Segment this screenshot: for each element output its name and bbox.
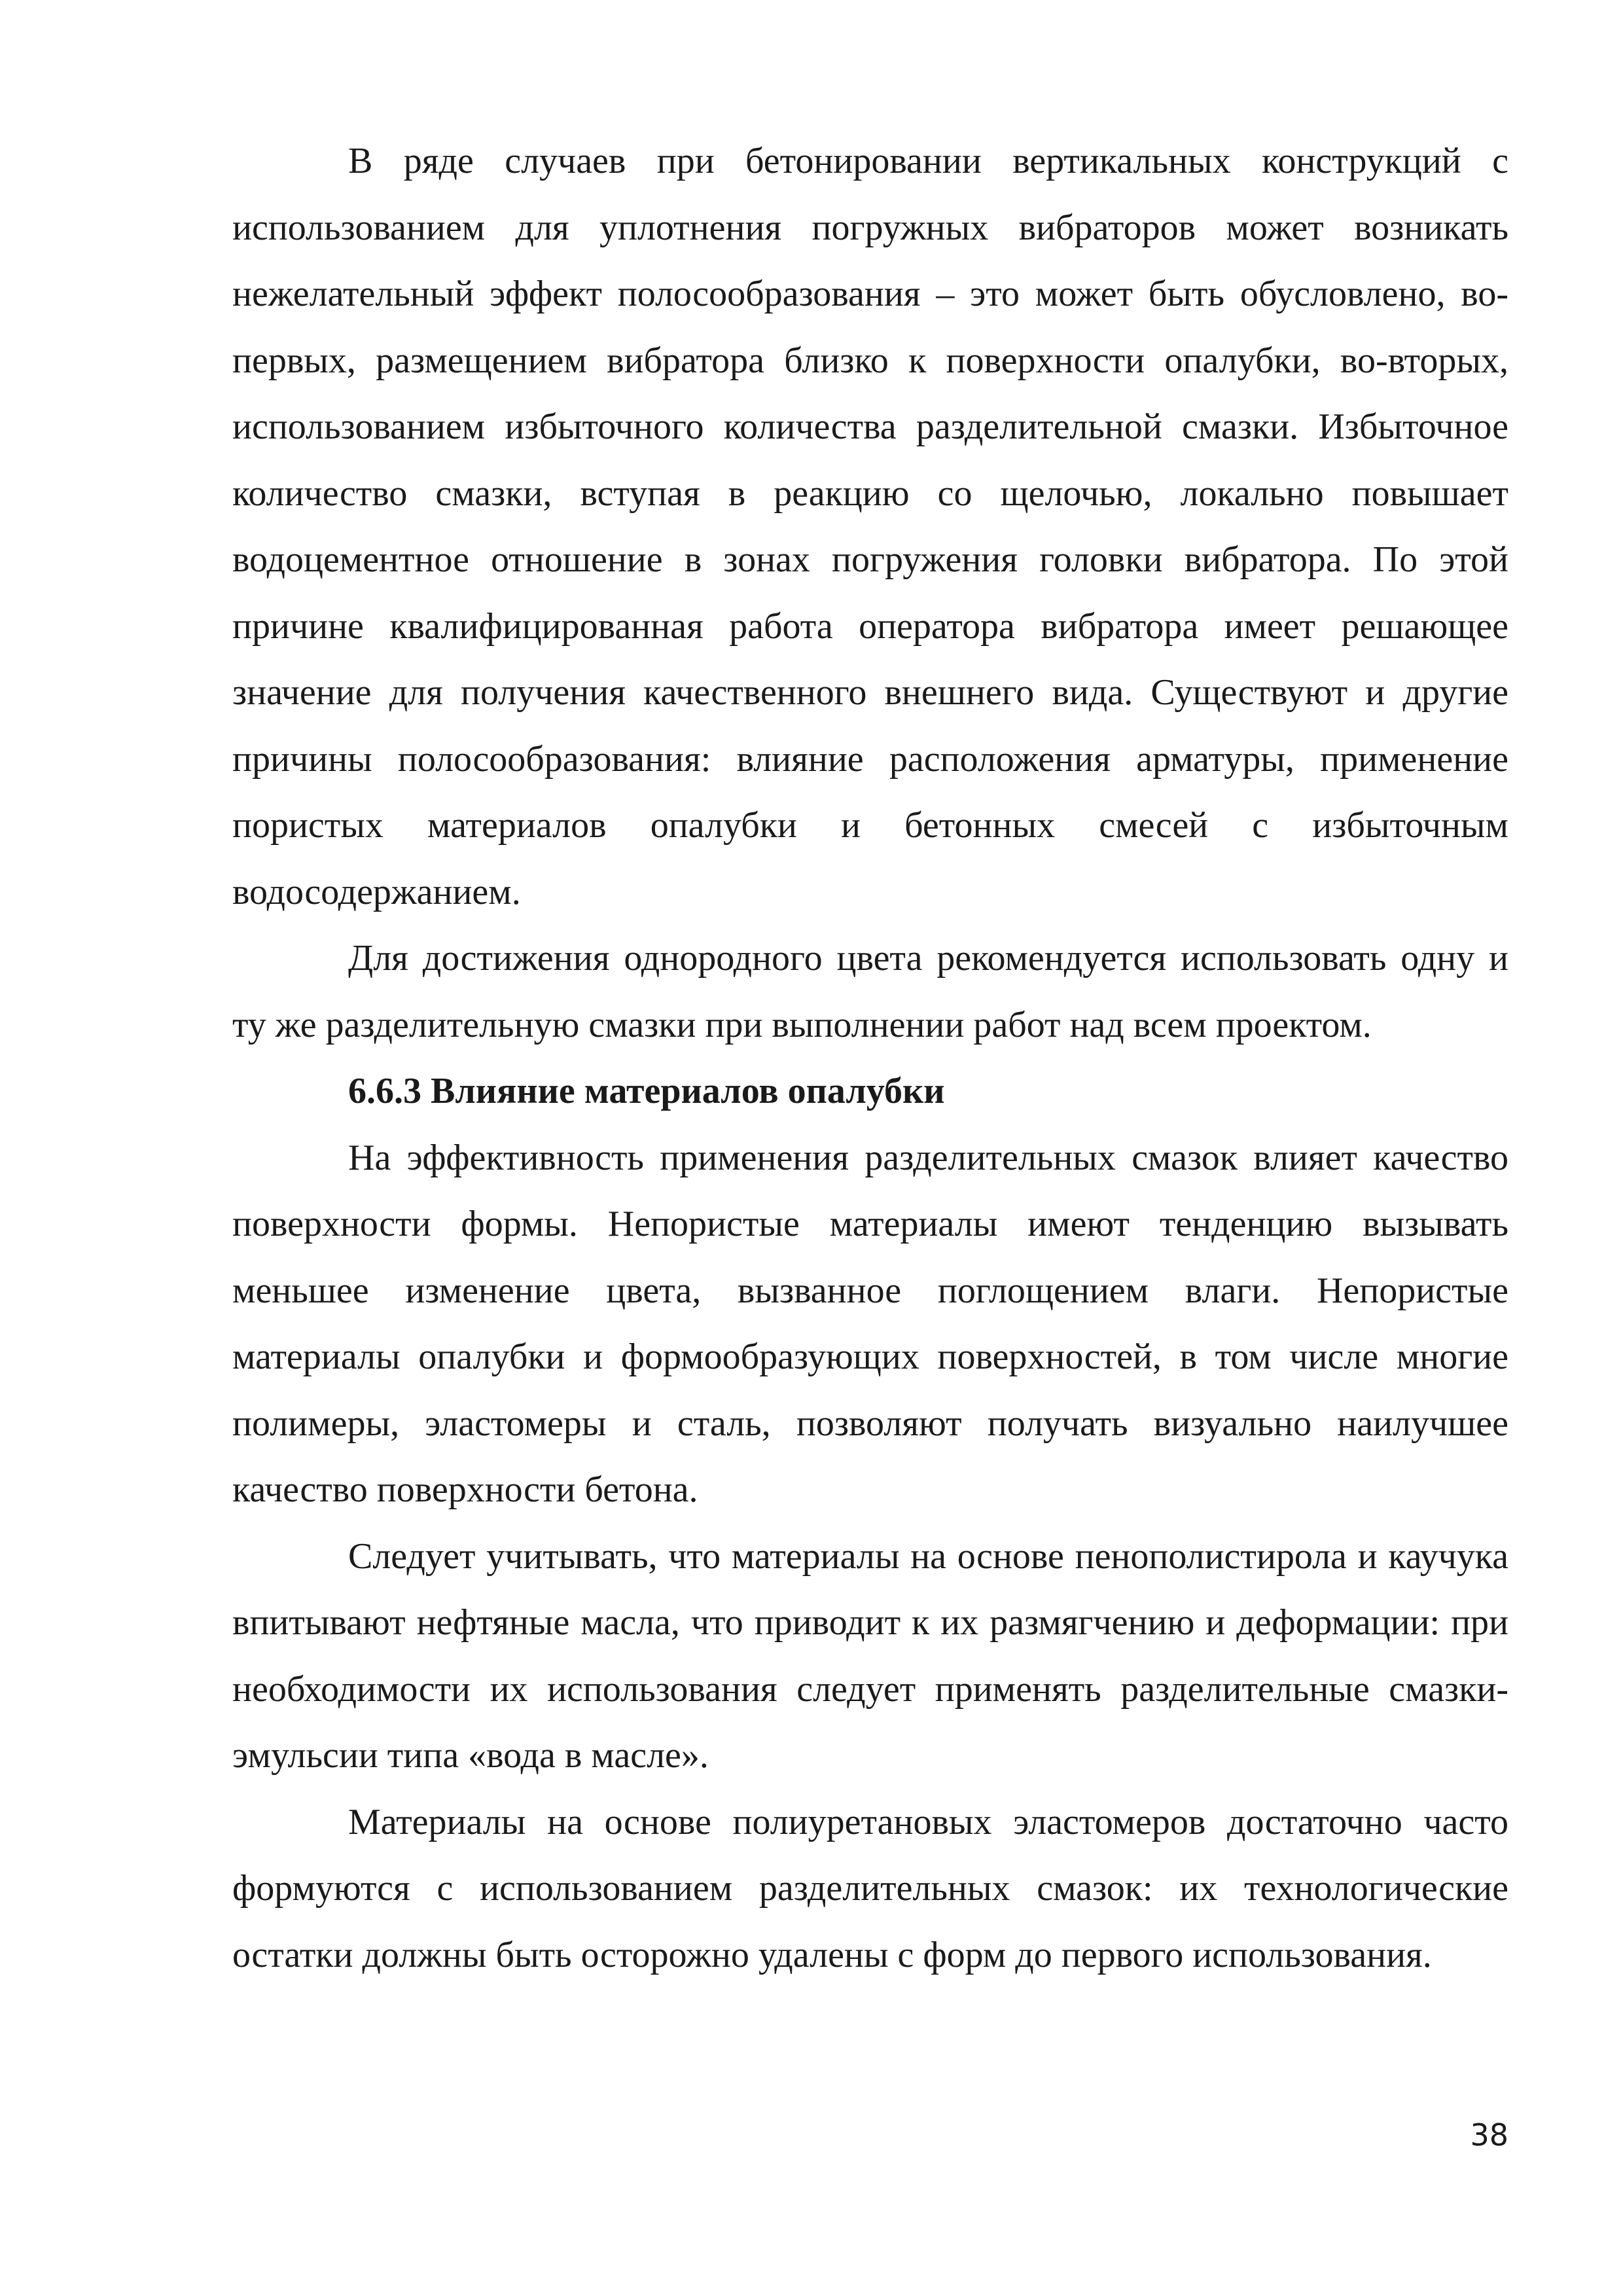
paragraph-banding-causes: В ряде случаев при бетонировании вертикальных конструкций с использованием для уплотнения погружных вибраторов может возникать нежелательный эффект полосообразования – это может быть обусловлено, во-первых, размещением вибратора близко к поверхности опалубки, во-вторых, использованием избыточного количества разделительной смазки. Избыточное количество смазки, вступая в реакцию со щелочью, локально повышает водоцементное отношение в зонах погружения головки вибратора. По этой причине квалифицированная работа оператора вибратора имеет решающее значение для получения качественного внешнего вида. Существуют и другие причины полосообразования: влияние расположения арматуры, применение пористых материалов опалубки и бетонных смесей с избыточным водосодержанием. [232, 141, 1508, 912]
paragraph-polystyrene-rubber: Следует учитывать, что материалы на основе пенополистирола и каучука впитывают нефтяные масла, что приводит к их размягчению и деформации: при необходимости их использования следует применять разделительные смазки-эмульсии типа «вода в масле». [232, 1535, 1508, 1776]
paragraph-surface-quality: На эффективность применения разделительных смазок влияет качество поверхности формы. Непористые материалы имеют тенденцию вызывать меньшее изменение цвета, вызванное поглощением влаги. Непористые материалы опалубки и формообразующих поверхностей, в том числе многие полимеры, эластомеры и сталь, позволяют получать визуально наилучшее качество поверхности бетона. [232, 1137, 1508, 1510]
paragraph-polyurethane: Материалы на основе полиуретановых эластомеров достаточно часто формуются с использованием разделительных смазок: их технологические остатки должны быть осторожно удалены с форм до первого использования. [232, 1801, 1508, 1975]
page-number: 38 [1470, 2117, 1508, 2153]
paragraph-uniform-color: Для достижения однородного цвета рекомендуется использовать одну и ту же разделительную смазки при выполнении работ над всем проектом. [232, 938, 1508, 1045]
section-heading: 6.6.3 Влияние материалов опалубки [348, 1071, 945, 1111]
body-text [232, 128, 1508, 1988]
